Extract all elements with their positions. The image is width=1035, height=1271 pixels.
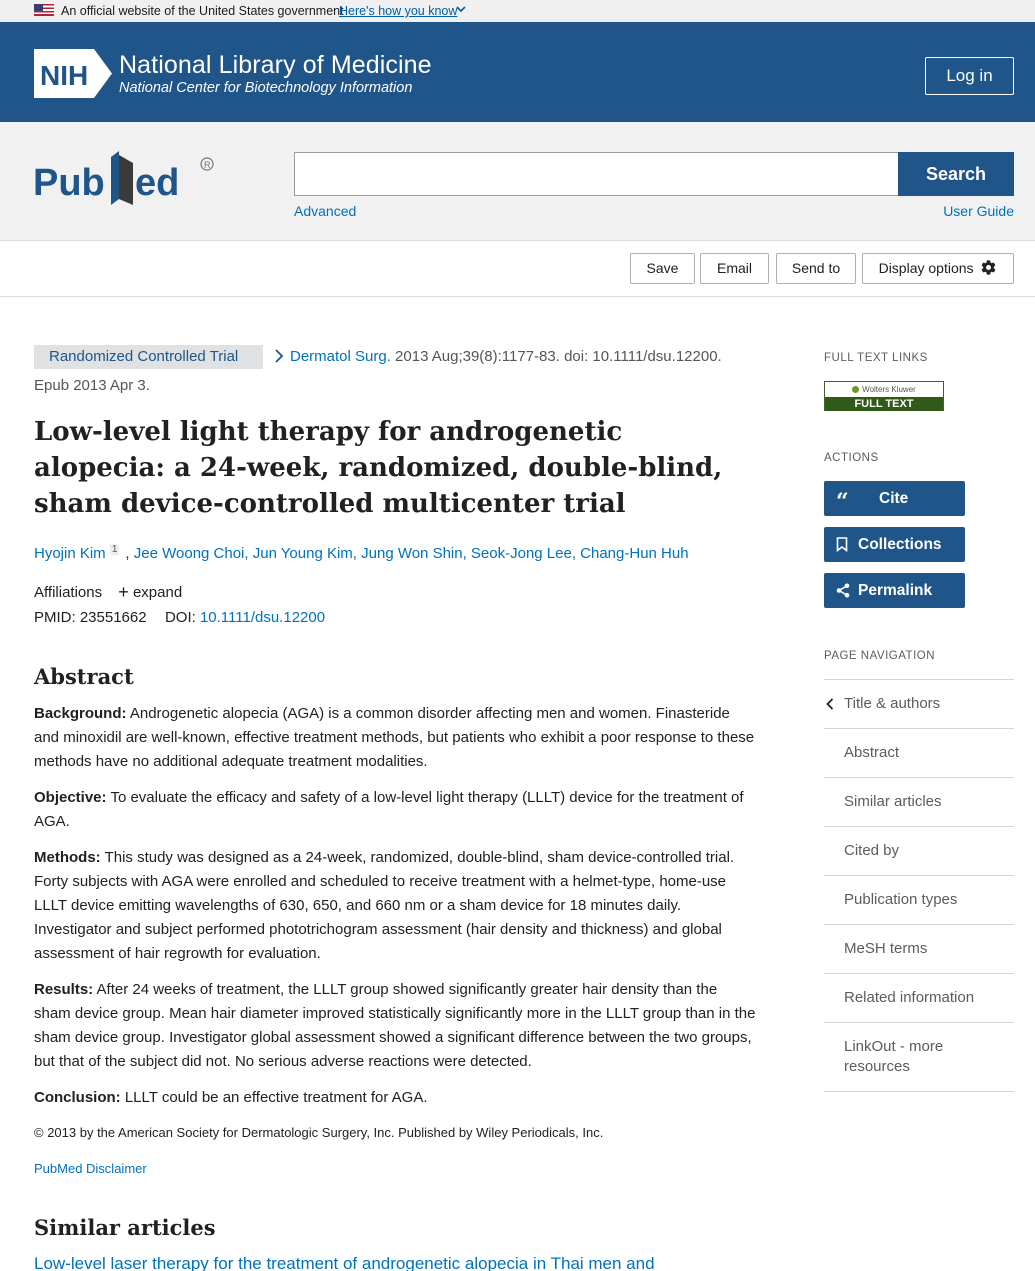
pmid-label: PMID: — [34, 609, 76, 626]
chevron-down-icon[interactable] — [455, 3, 467, 15]
bookmark-icon — [836, 537, 848, 552]
search-button[interactable]: Search — [898, 152, 1014, 196]
doi-link[interactable]: 10.1111/dsu.12200 — [199, 609, 326, 626]
nav-item-cited-by[interactable]: Cited by — [824, 827, 1014, 876]
collections-label: Collections — [858, 536, 942, 553]
nlm-subtitle: National Center for Biotechnology Information — [119, 80, 413, 96]
svg-text:Pub: Pub — [33, 162, 105, 204]
search-input[interactable] — [294, 152, 899, 196]
collections-button[interactable] — [824, 527, 965, 562]
nih-logo-text: NIH — [40, 60, 89, 91]
nav-item-similar-articles[interactable]: Similar articles — [824, 778, 1014, 827]
chevron-right-icon — [273, 349, 285, 363]
cite-button[interactable] — [824, 481, 965, 516]
nlm-header — [0, 22, 1035, 122]
author-list: Hyojin Kim $^1$ , Jee Woong Choi, Jun Young Kim, Jung Won Shin, Seok-Jong Lee, Chang-Hun Huh — [34, 544, 689, 562]
search-band — [0, 122, 1035, 241]
publication-type-badge[interactable]: Randomized Controlled Trial — [34, 345, 263, 369]
other-authors-links[interactable]: Jee Woong Choi, Jun Young Kim, Jung Won Shin, Seok-Jong Lee, Chang-Hun Huh — [133, 545, 689, 562]
identifiers-row — [34, 609, 325, 626]
display-options-button[interactable] — [862, 253, 1014, 284]
email-button[interactable]: Email — [700, 253, 769, 284]
wolters-kluwer-logo: Wolters Kluwer — [825, 382, 943, 397]
abstract-conclusion: Conclusion: LLLT could be an effective treatment for AGA. — [34, 1089, 428, 1106]
cite-label: Cite — [879, 490, 909, 507]
login-button[interactable]: Log in — [925, 57, 1014, 95]
abstract-objective: Objective: To evaluate the efficacy and safety of a low-level light therapy (LLLT) device for the treatment of AGA. — [34, 789, 744, 830]
abstract-results: Results: After 24 weeks of treatment, the LLLT group showed significantly greater hair density than the sham device group. Mean hair diameter improved statistically significantly more in the LLLT group than in the sham device group. Investigator global assessment showed a significant difference between the two groups, but that of the subject did not. No serious adverse reactions were detected. — [34, 981, 756, 1070]
user-guide-link[interactable]: User Guide — [943, 203, 1014, 219]
expand-label: expand — [132, 584, 183, 601]
full-text-badge-label: FULL TEXT — [825, 397, 943, 411]
citation-details: 2013 Aug;39(8):1177-83. doi: 10.1111/dsu.12200. — [395, 348, 722, 365]
article-title: Low-level light therapy for androgenetic alopecia: a 24-week, randomized, double-blind, sham device-controlled multicenter trial — [34, 417, 723, 519]
actions-label: ACTIONS — [824, 452, 879, 464]
nav-item-abstract[interactable]: Abstract — [824, 729, 1014, 778]
permalink-label: Permalink — [858, 582, 933, 599]
copyright-text: © 2013 by the American Society for Dermatologic Surgery, Inc. Published by Wiley Periodicals, Inc. — [34, 1125, 604, 1140]
author-link[interactable]: Hyojin Kim — [34, 545, 106, 562]
abstract-background: Background: Androgenetic alopecia (AGA) is a common disorder affecting men and women. Finasteride and minoxidil are well-known, effective treatment methods, but patients who exhibit a poor response to these methods have no additional adequate treatment modalities. — [34, 705, 755, 770]
svg-text:ed: ed — [135, 162, 180, 204]
advanced-search-link[interactable]: Advanced — [294, 203, 357, 219]
nav-item-title-authors[interactable]: Title & authors — [824, 680, 1014, 729]
similar-articles-heading: Similar articles — [34, 1215, 216, 1240]
affiliations-label: Affiliations — [34, 584, 103, 601]
plus-icon: + — [118, 582, 129, 602]
send-to-button[interactable]: Send to — [776, 253, 856, 284]
nav-item-linkout[interactable]: LinkOut - more resources — [824, 1023, 1014, 1092]
display-options-label: Display options — [878, 260, 974, 276]
pmid-value: 23551662 — [79, 609, 147, 626]
page-navigation — [824, 679, 1014, 1092]
affiliation-number[interactable]: 1 — [111, 544, 118, 555]
nlm-title[interactable]: National Library of Medicine — [119, 51, 432, 79]
abstract-methods: Methods: This study was designed as a 24-week, randomized, double-blind, sham device-controlled trial. Forty subjects with AGA were enrolled and scheduled to receive treatment with a helmet-type, home-use LLLT device emitting wavelengths of 630, 650, and 660 nm or a sham device for 18 minutes daily. Investigator and subject performed phototrichogram assessment (hair density and thickness) and global assessment of hair regrowth for evaluation. — [34, 849, 735, 962]
journal-link[interactable]: Dermatol Surg. — [290, 348, 391, 365]
nav-item-related-information[interactable]: Related information — [824, 974, 1014, 1023]
heres-how-you-know-link[interactable]: Here's how you know — [339, 4, 458, 18]
quote-icon: “ — [836, 489, 849, 515]
pubmed-disclaimer-link[interactable]: PubMed Disclaimer — [34, 1161, 147, 1176]
abstract-body — [34, 702, 756, 1122]
svg-text:R: R — [204, 160, 211, 170]
save-button[interactable]: Save — [630, 253, 695, 284]
nav-item-publication-types[interactable]: Publication types — [824, 876, 1014, 925]
pubmed-logo[interactable] — [33, 149, 218, 211]
us-flag-icon — [34, 4, 54, 16]
nav-item-mesh-terms[interactable]: MeSH terms — [824, 925, 1014, 974]
full-text-links-label: FULL TEXT LINKS — [824, 352, 928, 364]
affiliations-row — [34, 582, 182, 603]
action-bar — [0, 241, 1035, 297]
permalink-button[interactable] — [824, 573, 965, 608]
gear-icon — [980, 259, 997, 276]
doi-label: DOI: — [164, 609, 196, 626]
citation-line — [290, 348, 722, 365]
similar-article-link[interactable]: Low-level laser therapy for the treatment of androgenetic alopecia in Thai men and — [34, 1254, 655, 1271]
expand-affiliations-button[interactable] — [118, 584, 182, 601]
share-icon — [836, 583, 850, 598]
wolters-kluwer-full-text-link[interactable] — [824, 381, 944, 411]
abstract-heading: Abstract — [34, 664, 134, 689]
page-navigation-label: PAGE NAVIGATION — [824, 650, 936, 662]
epub-date: Epub 2013 Apr 3. — [34, 377, 150, 394]
nih-logo[interactable] — [34, 49, 112, 98]
gov-banner-text: An official website of the United States government — [61, 4, 344, 18]
chevron-left-icon — [826, 698, 834, 710]
gov-banner — [0, 0, 1035, 22]
